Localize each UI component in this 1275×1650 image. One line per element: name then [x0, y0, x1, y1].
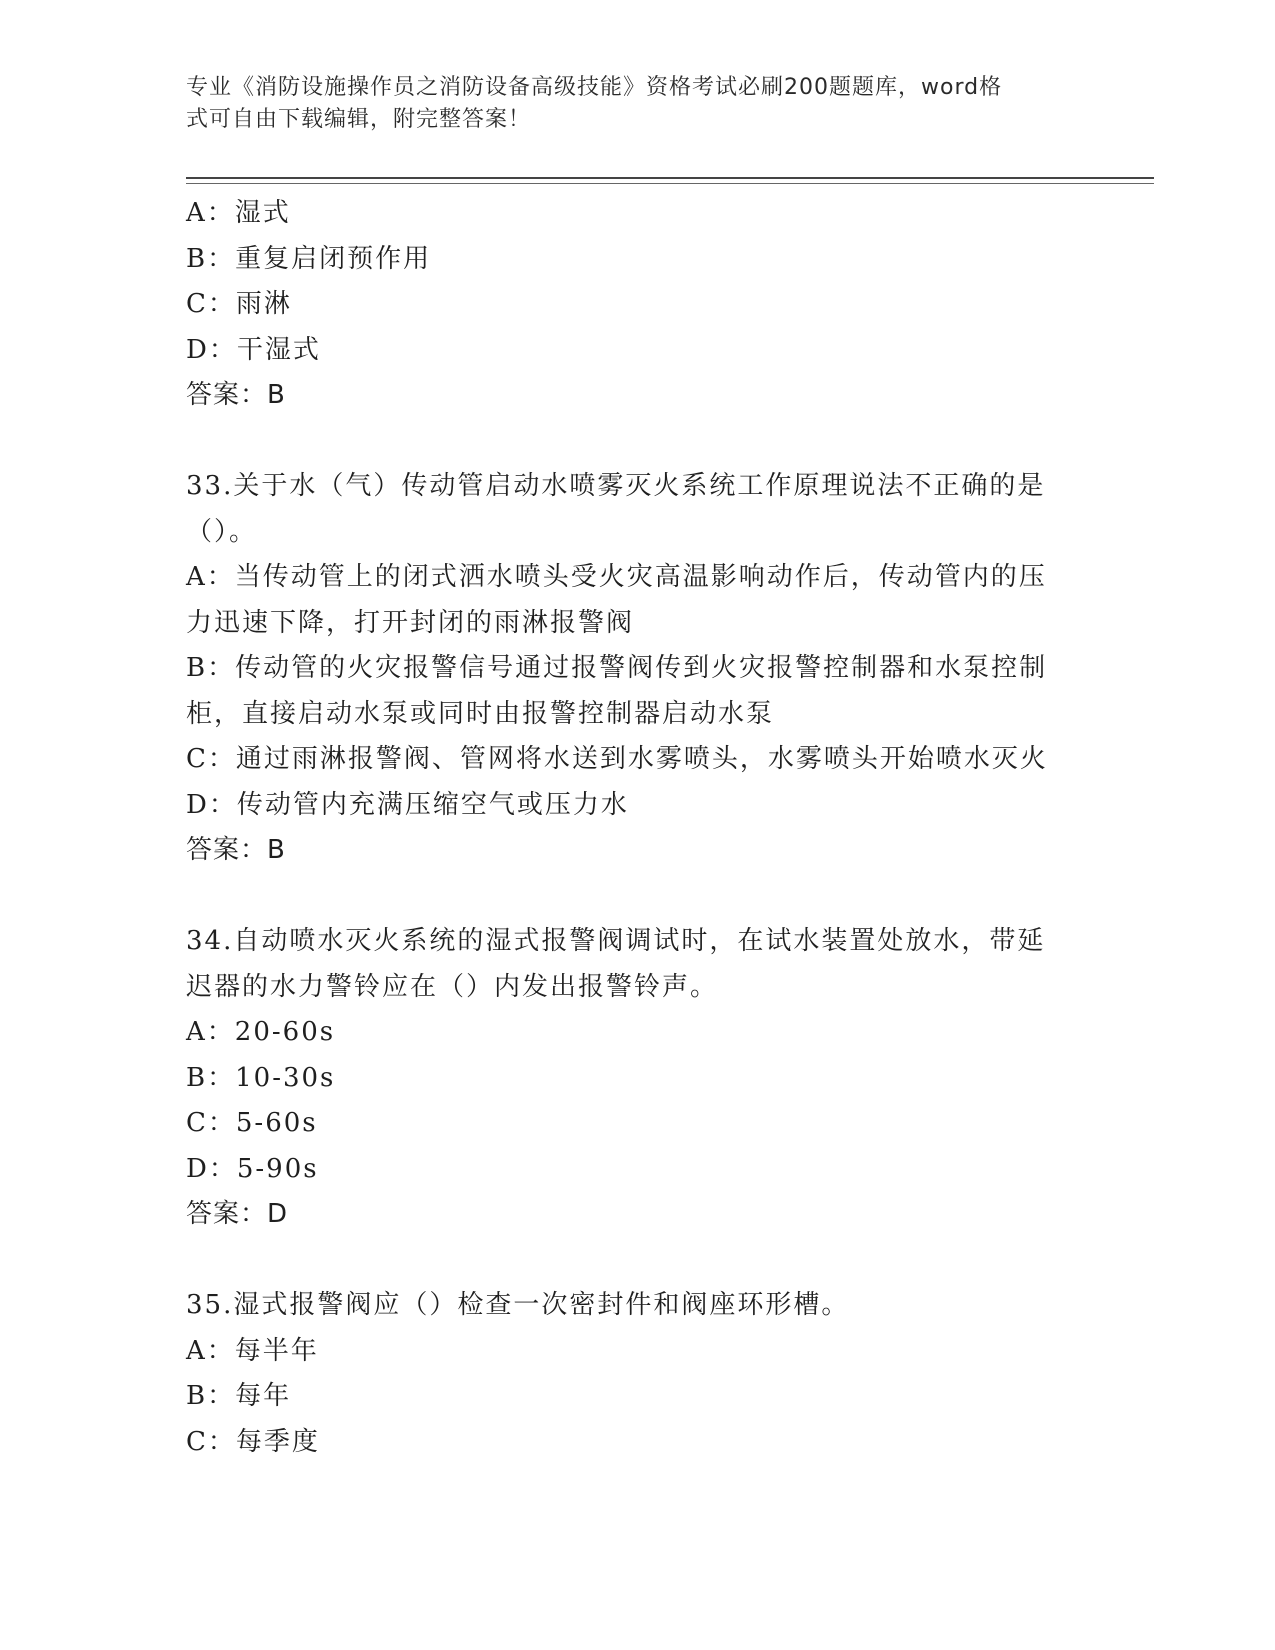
header-line-1: 专业《消防设施操作员之消防设备高级技能》资格考试必刷200题题库，word格 [186, 75, 1003, 100]
q35-question-line-1: 35.湿式报警阀应（）检查一次密封件和阀座环形槽。 [186, 1290, 850, 1320]
q33-option-a-line-1: A：当传动管上的闭式洒水喷头受火灾高温影响动作后，传动管内的压 [186, 562, 1047, 592]
document-body [186, 191, 1086, 1465]
q35-option-c: C：每季度 [186, 1426, 320, 1457]
q34-option-c: C：5-60s [186, 1108, 318, 1138]
question-33-block [186, 464, 1086, 874]
q32-option-a: A：湿式 [186, 198, 291, 228]
q32-option-c: C：雨淋 [186, 289, 292, 319]
question-35-block [186, 1283, 1086, 1465]
q32-option-d: D：干湿式 [186, 334, 321, 365]
q33-option-c: C：通过雨淋报警阀、管网将水送到水雾喷头，水雾喷头开始喷水灭火 [186, 744, 1048, 774]
q33-option-d: D：传动管内充满压缩空气或压力水 [186, 789, 629, 820]
q34-question-line-1: 34.自动喷水灭火系统的湿式报警阀调试时，在试水装置处放水，带延 [186, 926, 1046, 956]
spacer [186, 1238, 1086, 1284]
spacer [186, 874, 1086, 920]
q33-answer: 答案：B [186, 835, 286, 865]
q34-question-line-2: 迟器的水力警铃应在（）内发出报警铃声。 [186, 971, 719, 1002]
q33-option-a-line-2: 力迅速下降，打开封闭的雨淋报警阀 [186, 607, 635, 638]
q33-question-line-1: 33.关于水（气）传动管启动水喷雾灭火系统工作原理说法不正确的是 [186, 471, 1046, 501]
q34-answer: 答案：D [186, 1199, 289, 1229]
q35-option-a: A：每半年 [186, 1335, 319, 1366]
header-line-2: 式可自由下载编辑，附完整答案！ [186, 107, 532, 132]
q34-option-a: A：20-60s [186, 1017, 336, 1047]
q34-option-d: D：5-90s [186, 1153, 319, 1184]
question-34-block [186, 919, 1086, 1238]
q32-answer: 答案：B [186, 380, 286, 410]
q33-option-b-line-2: 柜，直接启动水泵或同时由报警控制器启动水泵 [186, 698, 775, 729]
q33-question-line-2: （）。 [186, 516, 258, 547]
document-header [186, 72, 1076, 136]
q33-option-b-line-1: B：传动管的火灾报警信号通过报警阀传到火灾报警控制器和水泵控制 [186, 653, 1048, 683]
header-divider-thick [186, 177, 1154, 179]
spacer [186, 419, 1086, 465]
q32-option-b: B：重复启闭预作用 [186, 243, 432, 274]
q34-option-b: B：10-30s [186, 1062, 336, 1093]
q35-option-b: B：每年 [186, 1381, 292, 1411]
question-32-block [186, 191, 1086, 419]
header-divider-thin [186, 183, 1154, 184]
